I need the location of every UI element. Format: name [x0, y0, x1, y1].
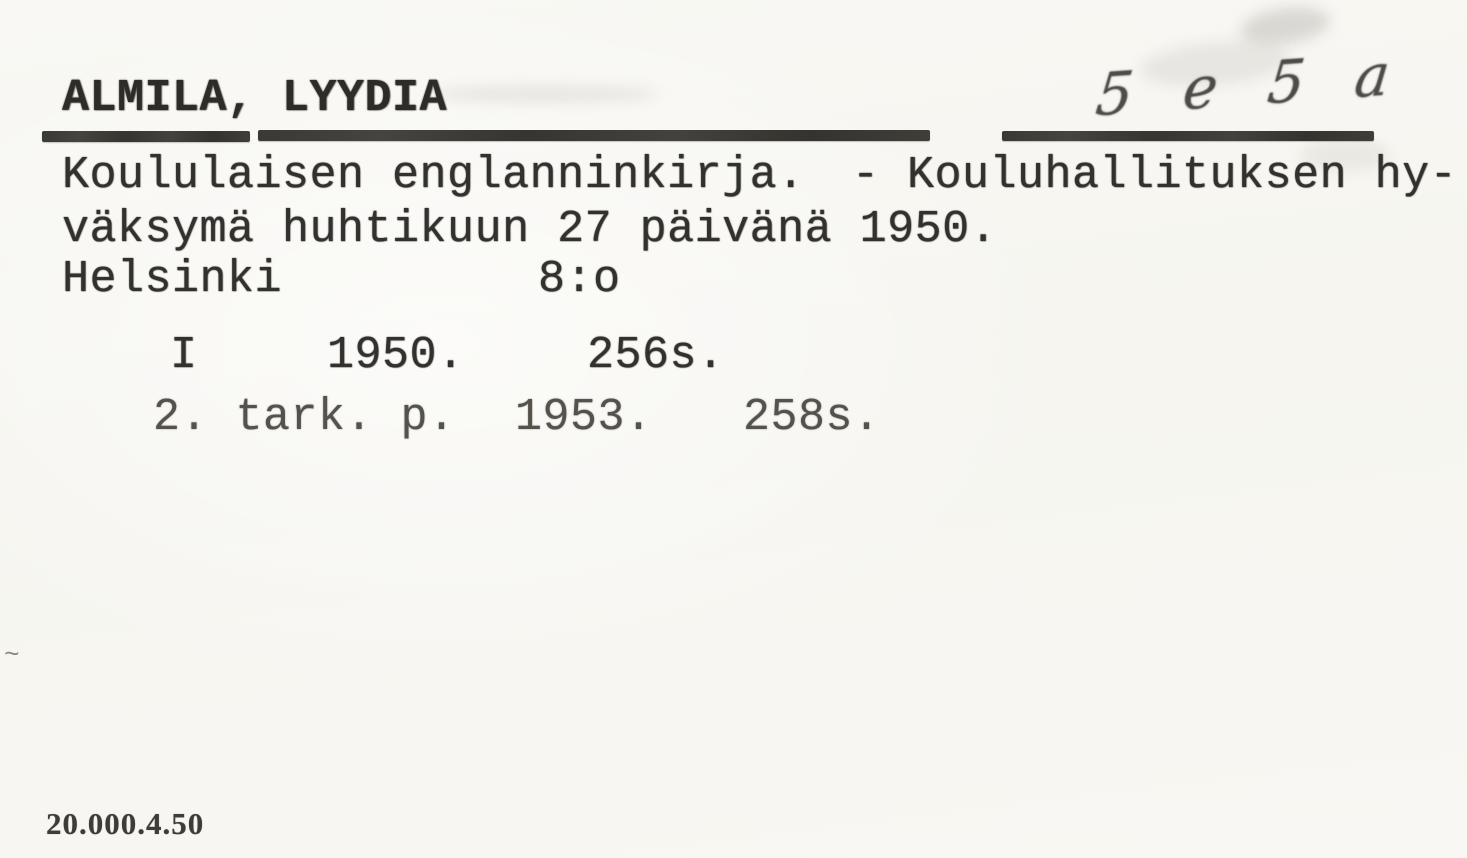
call-number-rule [1002, 131, 1374, 141]
edition-number: 2. tark. p. [153, 392, 456, 443]
book-format: 8:o [538, 254, 621, 305]
heading-rule-left [42, 131, 250, 142]
edition-number: I [170, 330, 198, 381]
edition-year: 1953. [515, 392, 653, 443]
author-heading: ALMILA, LYYDIA [62, 73, 448, 124]
edition-year: 1950. [327, 330, 465, 381]
faded-type-ghost [430, 86, 660, 102]
publisher-approval-text: - Kouluhallituksen hy- [852, 150, 1458, 201]
print-run-code: 20.000.4.50 [46, 806, 205, 841]
margin-speck: ~ [4, 640, 20, 670]
title-text: Koululaisen englanninkirja. [62, 150, 805, 201]
heading-rule-main [258, 130, 930, 141]
pencil-smudge [1238, 2, 1332, 50]
publication-place: Helsinki [62, 254, 283, 305]
edition-pages: 256s. [587, 330, 725, 381]
edition-pages: 258s. [743, 392, 881, 443]
handwritten-call-number: 5 e 5 a [1092, 38, 1410, 130]
approval-date-text: väksymä huhtikuun 27 päivänä 1950. [62, 204, 998, 255]
